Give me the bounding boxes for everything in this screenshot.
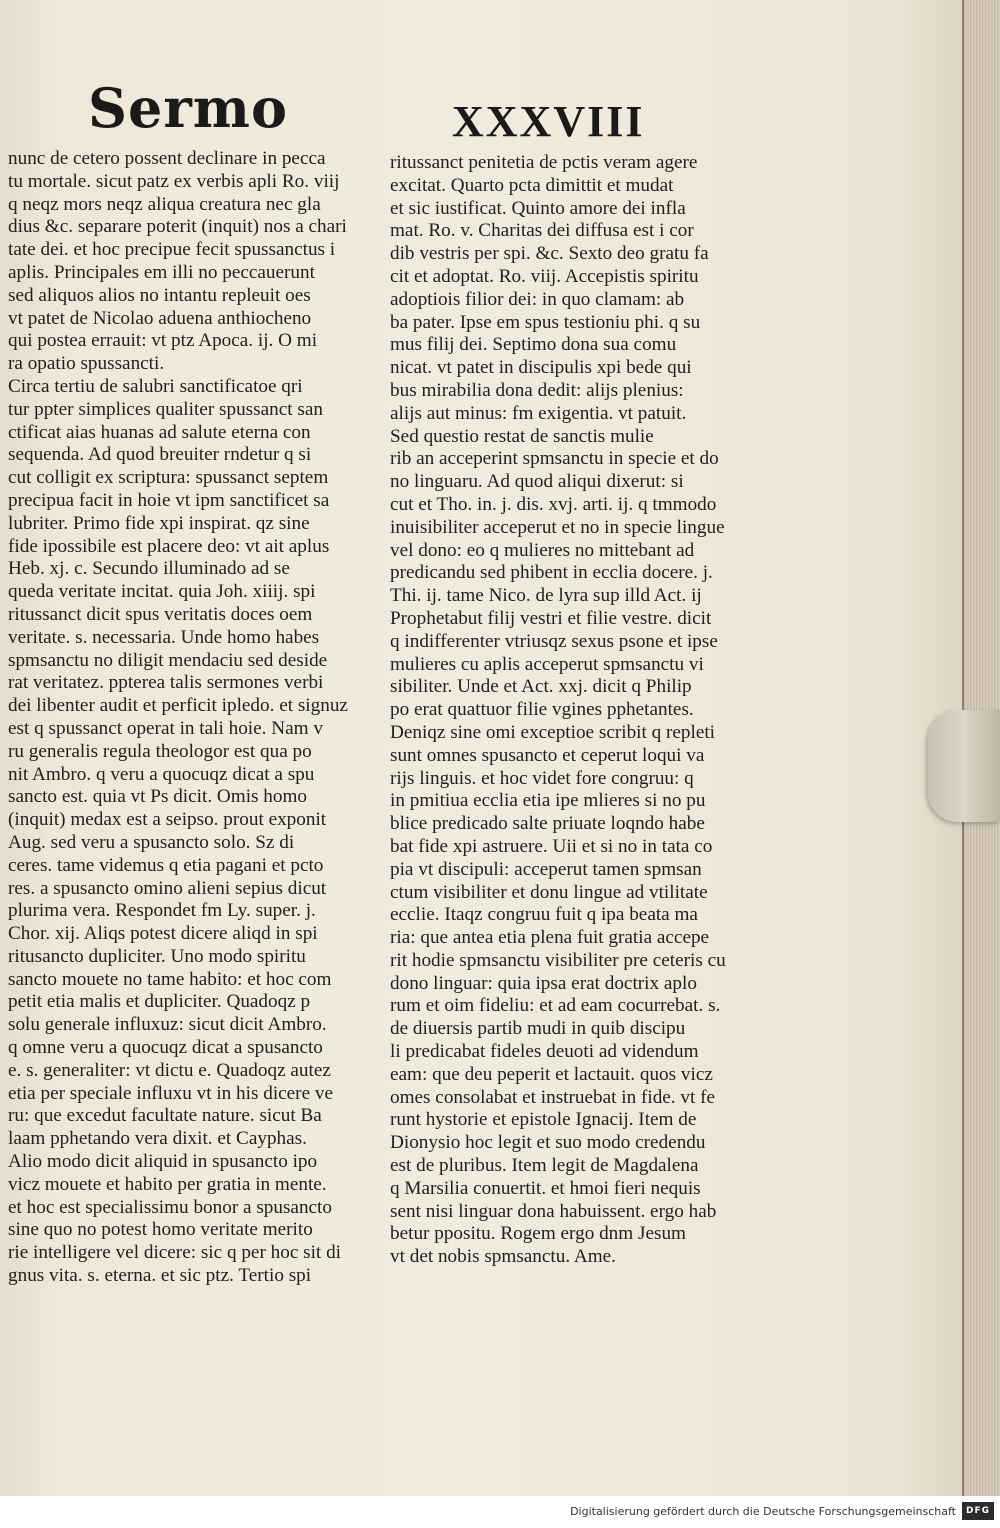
text-line: q indifferenter vtriusqz sexus psone et ipse — [390, 630, 718, 652]
text-line: mus filij dei. Septimo dona sua comu — [390, 334, 677, 356]
text-line: no linguaru. Ad quod aliqui dixerut: si — [390, 471, 684, 493]
text-line: solu generale influxuz: sicut dicit Ambro. — [8, 1014, 327, 1036]
running-header-left: Sermo — [88, 76, 288, 140]
text-line: bus mirabilia dona dedit: alijs plenius: — [390, 379, 684, 401]
text-line: etia per speciale influxu vt in his dicere ve — [8, 1082, 333, 1104]
text-line: Circa tertiu de salubri sanctificatoe qri — [8, 375, 303, 397]
text-line: Alio modo dicit aliquid in spusancto ipo — [8, 1151, 318, 1173]
text-line: ria: que antea etia plena fuit gratia accepe — [390, 927, 710, 949]
text-line: vt det nobis spmsanctu. Ame. — [390, 1246, 616, 1268]
text-line: ctificat aias huanas ad salute eterna con — [8, 421, 311, 443]
text-line: cut colligit ex scriptura: spussanct septem — [8, 467, 329, 489]
text-line: tu mortale. sicut patz ex verbis apli Ro. viij — [8, 170, 340, 192]
text-line: alijs aut minus: fm exigentia. vt patuit. — [390, 402, 687, 424]
text-line: Prophetabut filij vestri et filie vestre. dicit — [390, 607, 712, 629]
text-line: fide ipossibile est placere deo: vt ait aplus — [8, 535, 330, 557]
text-line: et sic iustificat. Quinto amore dei infla — [390, 197, 686, 219]
text-line: Heb. xj. c. Secundo illuminado ad se — [8, 558, 290, 580]
text-line: ctum visibiliter et donu lingue ad vtilitate — [390, 881, 708, 903]
text-line: est de pluribus. Item legit de Magdalena — [390, 1155, 699, 1177]
text-line: blice predicado salte priuate loqndo habe — [390, 813, 705, 835]
text-line: ritusancto dupliciter. Uno modo spiritu — [8, 945, 306, 967]
text-line: dius &c. separare poterit (inquit) nos a chari — [8, 216, 347, 238]
text-line: eam: que deu peperit et lactauit. quos vicz — [390, 1063, 713, 1085]
text-line: dib vestris per spi. &c. Sexto deo gratu fa — [390, 243, 709, 265]
text-line: et hoc est specialissimu bonor a spusancto — [8, 1196, 332, 1218]
text-line: de diuersis partib mudi in quib discipu — [390, 1018, 686, 1040]
text-line: sequenda. Ad quod breuiter rndetur q si — [8, 444, 312, 466]
text-line: laam pphetando vera dixit. et Cayphas. — [8, 1128, 307, 1150]
text-line: nicat. vt patet in discipulis xpi bede qui — [390, 357, 692, 379]
text-line: Dionysio hoc legit et suo modo credendu — [390, 1132, 706, 1154]
text-line: cut et Tho. in. j. dis. xvj. arti. ij. q tmmodo — [390, 493, 717, 515]
text-line: ba pater. Ipse em spus testioniu phi. q su — [390, 311, 701, 333]
text-line: plurima vera. Respondet fm Ly. super. j. — [8, 900, 316, 922]
text-line: inuisibiliter acceperut et no in specie lingue — [390, 516, 725, 538]
text-line: res. a spusancto omino alieni sepius dicut — [8, 877, 327, 899]
text-line: queda veritate incitat. quia Joh. xiiij. spi — [8, 581, 316, 603]
footer-bar — [0, 1496, 1000, 1528]
text-line: nunc de cetero possent declinare in pecca — [8, 148, 326, 169]
text-line: rat veritatez. ppterea talis sermones verbi — [8, 672, 324, 694]
text-line: ru generalis regula theologor est qua po — [8, 740, 312, 762]
text-line: est q spussanct operat in tali hoie. Nam v — [8, 717, 323, 739]
text-line: Chor. xij. Aliqs potest dicere aliqd in spi — [8, 923, 318, 945]
text-line: in pmitiua ecclia etia ipe mlieres si no pu — [390, 790, 706, 812]
text-line: ra opatio spussancti. — [8, 353, 165, 375]
text-line: sancto est. quia vt Ps dicit. Omis homo — [8, 786, 307, 808]
text-line: mulieres cu aplis acceperut spmsanctu vi — [390, 653, 704, 675]
text-line: tate dei. et hoc precipue fecit spussanctus i — [8, 239, 336, 261]
text-line: tur ppter simplices qualiter spussanct san — [8, 398, 323, 420]
text-line: ecclie. Itaqz congruu fuit q ipa beata ma — [390, 904, 698, 926]
text-line: mat. Ro. v. Charitas dei diffusa est i cor — [390, 220, 694, 242]
text-line: predicandu sed phibent in ecclia docere. j. — [390, 562, 713, 584]
text-column-left — [8, 148, 368, 1288]
running-header-right: XXXVIII — [452, 97, 645, 146]
text-line: q Marsilia conuertit. et hmoi fieri nequis — [390, 1177, 701, 1199]
text-line: vicz mouete et habito per gratia in mente. — [8, 1173, 327, 1195]
text-line: ceres. tame videmus q etia pagani et pcto — [8, 854, 324, 876]
text-line: rib an acceperint spmsanctu in specie et do — [390, 448, 719, 470]
text-column-right — [390, 152, 768, 1269]
text-line: cit et adoptat. Ro. viij. Accepistis spiritu — [390, 265, 699, 287]
text-line: ritussanct penitetia de pctis veram agere — [390, 152, 698, 173]
text-line: sed aliquos alios no intantu repleuit oes — [8, 284, 311, 306]
funding-notice: Digitalisierung gefördert durch die Deutsche Forschungsgemeinschaft — [570, 1505, 956, 1518]
text-line: sent nisi linguar dona habuissent. ergo hab — [390, 1200, 717, 1222]
text-line: veritate. s. necessaria. Unde homo habes — [8, 626, 320, 648]
text-line: nit Ambro. q veru a quocuqz dicat a spu — [8, 763, 315, 785]
text-line: Sed questio restat de sanctis mulie — [390, 425, 654, 447]
dfg-logo: DFG — [962, 1502, 994, 1520]
text-line: omes consolabat et instruebat in fide. vt fe — [390, 1086, 716, 1108]
text-line: bat fide xpi astruere. Uii et si no in tata co — [390, 835, 713, 857]
text-line: rum et oim fideliu: et ad eam cocurrebat. s. — [390, 995, 721, 1017]
text-line: aplis. Principales em illi no peccauerunt — [8, 261, 315, 283]
text-line: betur ppositu. Rogem ergo dnm Jesum — [390, 1223, 686, 1245]
text-line: vel dono: eo q mulieres no mittebant ad — [390, 539, 695, 561]
text-line: rit hodie spmsanctu visibiliter pre ceteris cu — [390, 949, 726, 971]
text-line: vt patet de Nicolao aduena anthiocheno — [8, 307, 312, 329]
text-line: sine quo no potest homo veritate merito — [8, 1219, 313, 1241]
text-line: ritussanct dicit spus veritatis doces oem — [8, 603, 313, 625]
text-line: ru: que excedut facultate nature. sicut Ba — [8, 1105, 322, 1127]
text-line: dono linguar: quia ipsa erat doctrix aplo — [390, 972, 697, 994]
text-line: precipua facit in hoie vt ipm sanctificet sa — [8, 489, 330, 511]
text-line: excitat. Quarto pcta dimittit et mudat — [390, 174, 674, 196]
text-line: Aug. sed veru a spusancto solo. Sz di — [8, 831, 295, 853]
text-line: po erat quattuor filie vgines pphetantes. — [390, 699, 694, 721]
text-line: pia vt discipuli: acceperut tamen spmsan — [390, 858, 702, 880]
text-line: Deniqz sine omi exceptioe scribit q repleti — [390, 721, 716, 743]
text-line: li predicabat fideles deuoti ad videndum — [390, 1041, 699, 1063]
text-line: q neqz mors neqz aliqua creatura nec gla — [8, 193, 321, 215]
text-line: dei libenter audit et perficit ipledo. et signuz — [8, 695, 348, 717]
text-line: gnus vita. s. eterna. et sic ptz. Tertio spi — [8, 1265, 312, 1287]
text-line: qui postea errauit: vt ptz Apoca. ij. O mi — [8, 330, 318, 352]
text-line: rijs linguis. et hoc videt fore congruu: q — [390, 767, 694, 789]
text-line: (inquit) medax est a seipso. prout exponit — [8, 809, 327, 831]
text-line: spmsanctu no diligit mendaciu sed deside — [8, 649, 328, 671]
text-line: runt hystorie et epistole Ignacij. Item de — [390, 1109, 697, 1131]
text-line: Thi. ij. tame Nico. de lyra sup illd Act. ij — [390, 585, 702, 607]
text-line: sancto mouete no tame habito: et hoc com — [8, 968, 332, 990]
text-line: lubriter. Primo fide xpi inspirat. qz sine — [8, 512, 310, 534]
text-line: q omne veru a quocuqz dicat a spusancto — [8, 1037, 323, 1059]
text-line: sunt omnes spusancto et ceperut loqui va — [390, 744, 705, 766]
text-line: adoptiois filior dei: in quo clamam: ab — [390, 288, 685, 310]
text-line: rie intelligere vel dicere: sic q per hoc sit di — [8, 1242, 341, 1264]
text-line: sibiliter. Unde et Act. xxj. dicit q Philip — [390, 676, 692, 698]
text-line: e. s. generaliter: vt dictu e. Quadoqz autez — [8, 1059, 331, 1081]
book-clip — [928, 710, 1000, 822]
text-line: petit etia malis et dupliciter. Quadoqz p — [8, 991, 311, 1013]
